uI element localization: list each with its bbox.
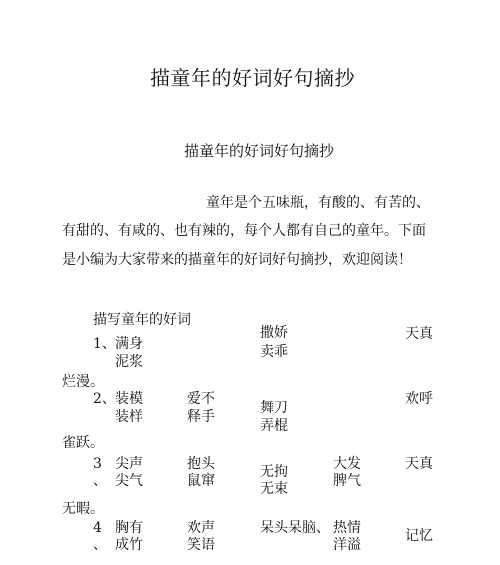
word-line: 欢声	[187, 520, 215, 536]
intro-line-3: 是小编为大家带来的描童年的好词好句摘抄，欢迎阅读！	[62, 252, 412, 268]
word-line: 满身	[115, 336, 143, 352]
word-line: 装样	[115, 409, 143, 425]
word-line: 脾气	[333, 473, 361, 489]
word-line: 爱不	[187, 391, 215, 407]
row-number: 3	[93, 456, 102, 472]
row-tail: 烂漫。	[62, 374, 104, 390]
row-number-mark: 、	[93, 537, 107, 553]
word-line: 记忆	[405, 528, 433, 544]
word-line: 呆头呆脑、	[260, 520, 330, 536]
word-line: 释手	[187, 409, 215, 425]
word-line: 笑语	[187, 537, 215, 553]
word-line: 鼠窜	[187, 473, 215, 489]
intro-line-2: 有甜的、有咸的、也有辣的，每个人都有自己的童年。下面	[62, 223, 426, 239]
row-tail: 雀跃。	[62, 435, 104, 451]
row-number: 2、	[93, 391, 116, 407]
word-line: 天真	[405, 326, 433, 342]
document-title: 描童年的好词好句摘抄	[150, 66, 355, 90]
word-line: 撒娇	[260, 325, 288, 341]
document-subtitle: 描童年的好词好句摘抄	[184, 142, 335, 160]
word-line: 成竹	[115, 537, 143, 553]
section-heading: 描写童年的好词	[93, 312, 191, 328]
word-line: 天真	[405, 456, 433, 472]
word-line: 尖声	[115, 456, 143, 472]
intro-line-1: 童年是个五味瓶，有酸的、有苦的、	[206, 195, 430, 211]
word-line: 舞刀	[260, 400, 288, 416]
word-line: 胸有	[115, 520, 143, 536]
word-line: 尖气	[115, 473, 143, 489]
row-number: 1、	[93, 336, 116, 352]
word-line: 泥浆	[115, 354, 143, 370]
row-number: 4	[93, 520, 102, 536]
word-line: 大发	[333, 456, 361, 472]
word-line: 热情	[333, 520, 361, 536]
word-line: 装模	[115, 391, 143, 407]
word-line: 弄棍	[260, 418, 288, 434]
word-line: 抱头	[187, 456, 215, 472]
word-line: 卖乖	[260, 344, 288, 360]
word-line: 欢呼	[405, 391, 433, 407]
word-line: 洋溢	[333, 537, 361, 553]
word-line: 无拘	[260, 464, 288, 480]
word-line: 无束	[260, 481, 288, 497]
row-number-mark: 、	[93, 473, 107, 489]
row-tail: 无暇。	[62, 501, 104, 517]
